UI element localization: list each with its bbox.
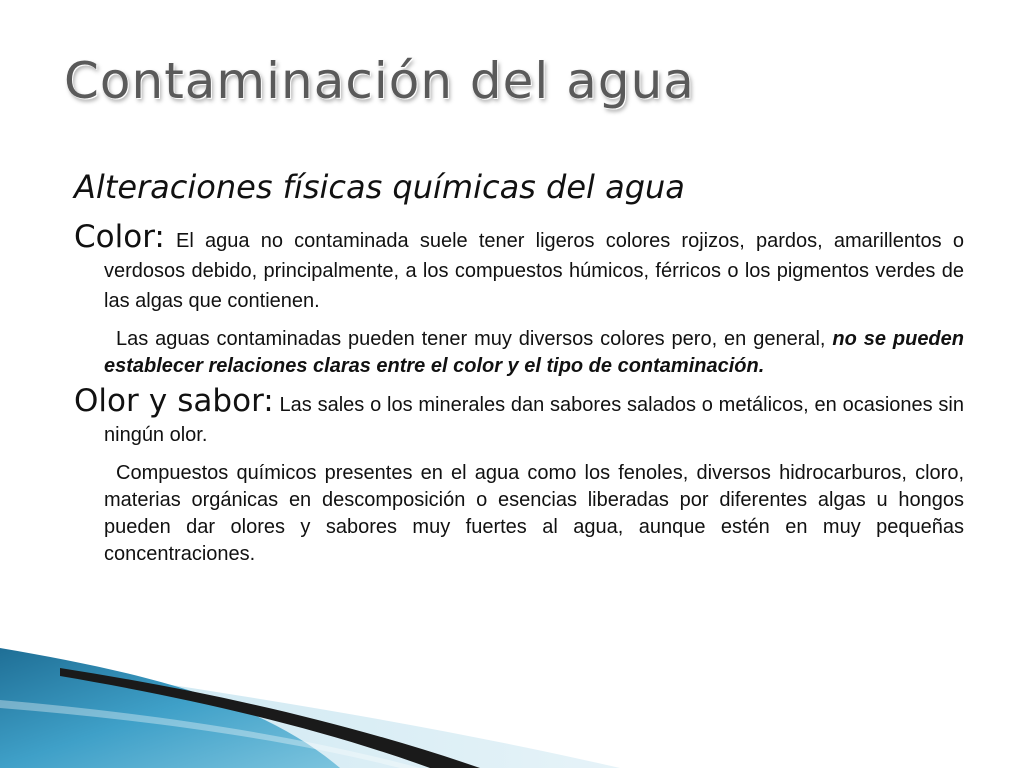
color-lead-text: El agua no contaminada suele tener ligeros colores rojizos, pardos, amarillentos o verdosos debido, principalmente, a los compuestos húmicos, férricos o los pigmentos verdes de las algas que contienen. xyxy=(104,230,964,312)
olor-lead-text: Las sales o los minerales dan sabores salados o metálicos, en ocasiones sin ningún olor. xyxy=(104,394,965,446)
color-lead-paragraph xyxy=(74,219,964,316)
color-emphasis-text: no se pueden establecer relaciones claras entre el color y el tipo de contaminación. xyxy=(104,328,964,377)
slide-subtitle: Alteraciones físicas químicas del agua xyxy=(74,168,685,206)
color-detail-paragraph xyxy=(104,326,964,380)
olor-term: Olor y sabor: xyxy=(74,383,274,419)
olor-lead-paragraph xyxy=(74,383,965,450)
slide-body xyxy=(74,219,965,568)
olor-detail-paragraph: Compuestos químicos presentes en el agua como los fenoles, diversos hidrocarburos, cloro, materias orgánicas en descomposición o esencias liberadas por diferentes algas u hongos pueden dar olores y sabores muy fuertes al agua, aunque estén en muy pequeñas concentraciones. xyxy=(104,462,964,565)
color-detail-text: Las aguas contaminadas pueden tener muy diversos colores pero, en general, xyxy=(116,328,826,350)
slide-title: Contaminación del agua xyxy=(64,52,695,110)
color-term: Color: xyxy=(74,219,165,255)
